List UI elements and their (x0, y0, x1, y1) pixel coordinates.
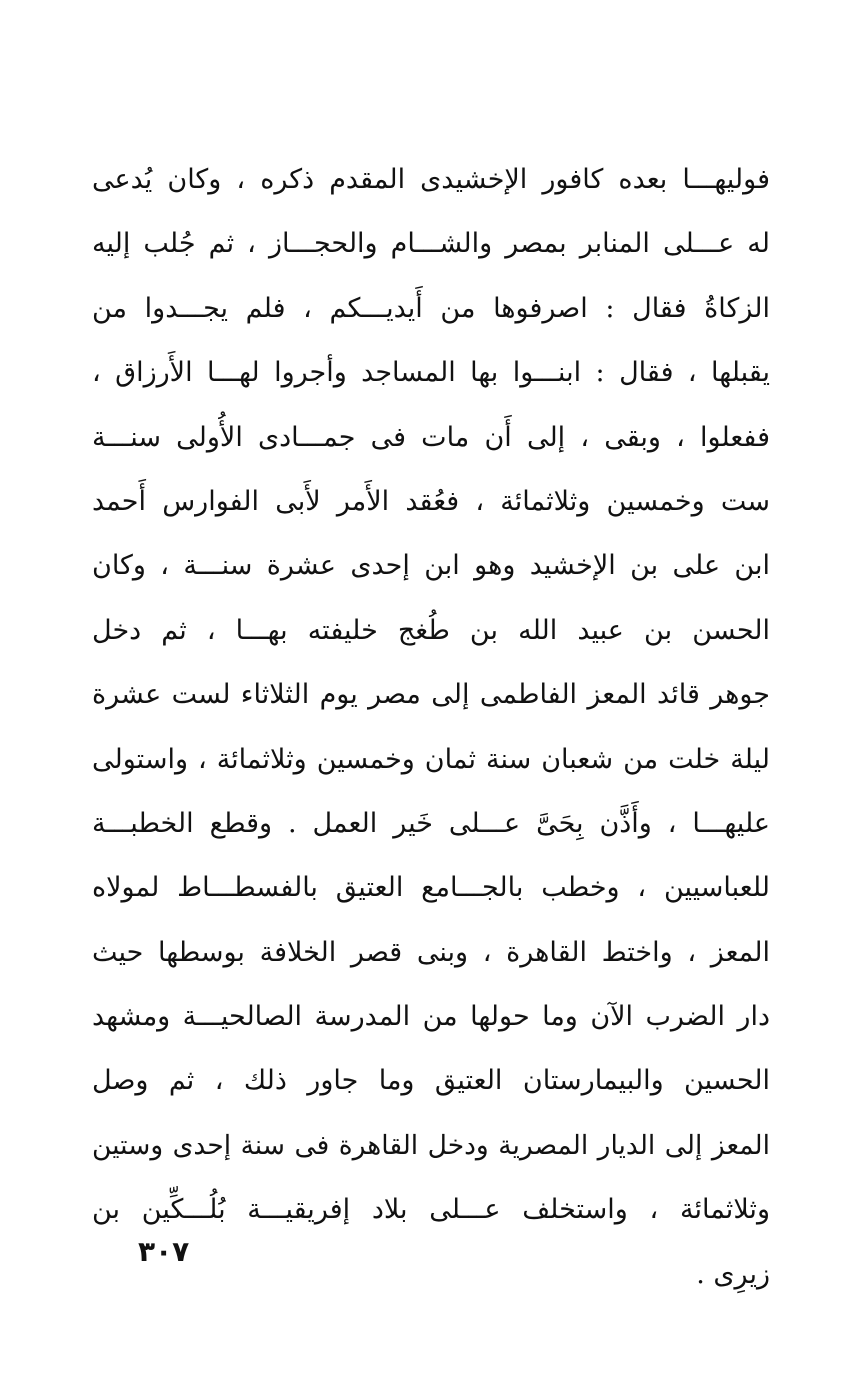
text-line: ست وخمسين وثلاثمائة ، فعُقد الأَمر لأَبى الفوارس أَحمد (92, 485, 770, 517)
body-text (92, 148, 770, 1307)
text-line: الزكاةُ فقال : اصرفوها من أَيديـــكم ، فلم يجـــدوا من (92, 292, 770, 324)
text-line: دار الضرب الآن وما حولها من المدرسة الصالحيـــة ومشهد (92, 1001, 770, 1033)
text-line: يقبلها ، فقال : ابنـــوا بها المساجد وأجروا لهـــا الأَرزاق ، (92, 357, 770, 389)
text-line: المعز ، واختط القاهرة ، وبنى قصر الخلافة بوسطها حيث (92, 936, 770, 968)
page-number: ٣٠٧ (138, 1235, 190, 1268)
text-line: المعز إلى الديار المصرية ودخل القاهرة فى سنة إحدى وستين (92, 1129, 770, 1161)
text-line: له عـــلى المنابر بمصر والشـــام والحجـــاز ، ثم جُلب إليه (92, 228, 770, 260)
text-line: ففعلوا ، وبقى ، إلى أَن مات فى جمـــادى الأُولى سنـــة (92, 421, 770, 453)
text-line: جوهر قائد المعز الفاطمى إلى مصر يوم الثلاثاء لست عشرة (92, 679, 770, 711)
text-line-last: زيرِى . (696, 1258, 770, 1290)
text-line: وثلاثمائة ، واستخلف عـــلى بلاد إفريقيـــة بُلُـــكِّين بن (92, 1194, 770, 1226)
text-line: الحسن بن عبيد الله بن طُغج خليفته بهـــا ، ثم دخل (92, 614, 770, 646)
text-line: للعباسيين ، وخطب بالجـــامع العتيق بالفسطـــاط لمولاه (92, 872, 770, 904)
text-line: عليهـــا ، وأَذَّن بِحَىَّ عـــلى خَير العمل . وقطع الخطبـــة (92, 807, 770, 839)
text-line: فوليهـــا بعده كافور الإخشيدى المقدم ذكره ، وكان يُدعى (92, 164, 770, 195)
text-line: ليلة خلت من شعبان سنة ثمان وخمسين وثلاثمائة ، واستولى (92, 743, 770, 775)
text-line: ابن على بن الإخشيد وهو ابن إحدى عشرة سنـــة ، وكان (92, 550, 770, 582)
text-line: الحسين والبيمارستان العتيق وما جاور ذلك ، ثم وصل (92, 1065, 770, 1097)
